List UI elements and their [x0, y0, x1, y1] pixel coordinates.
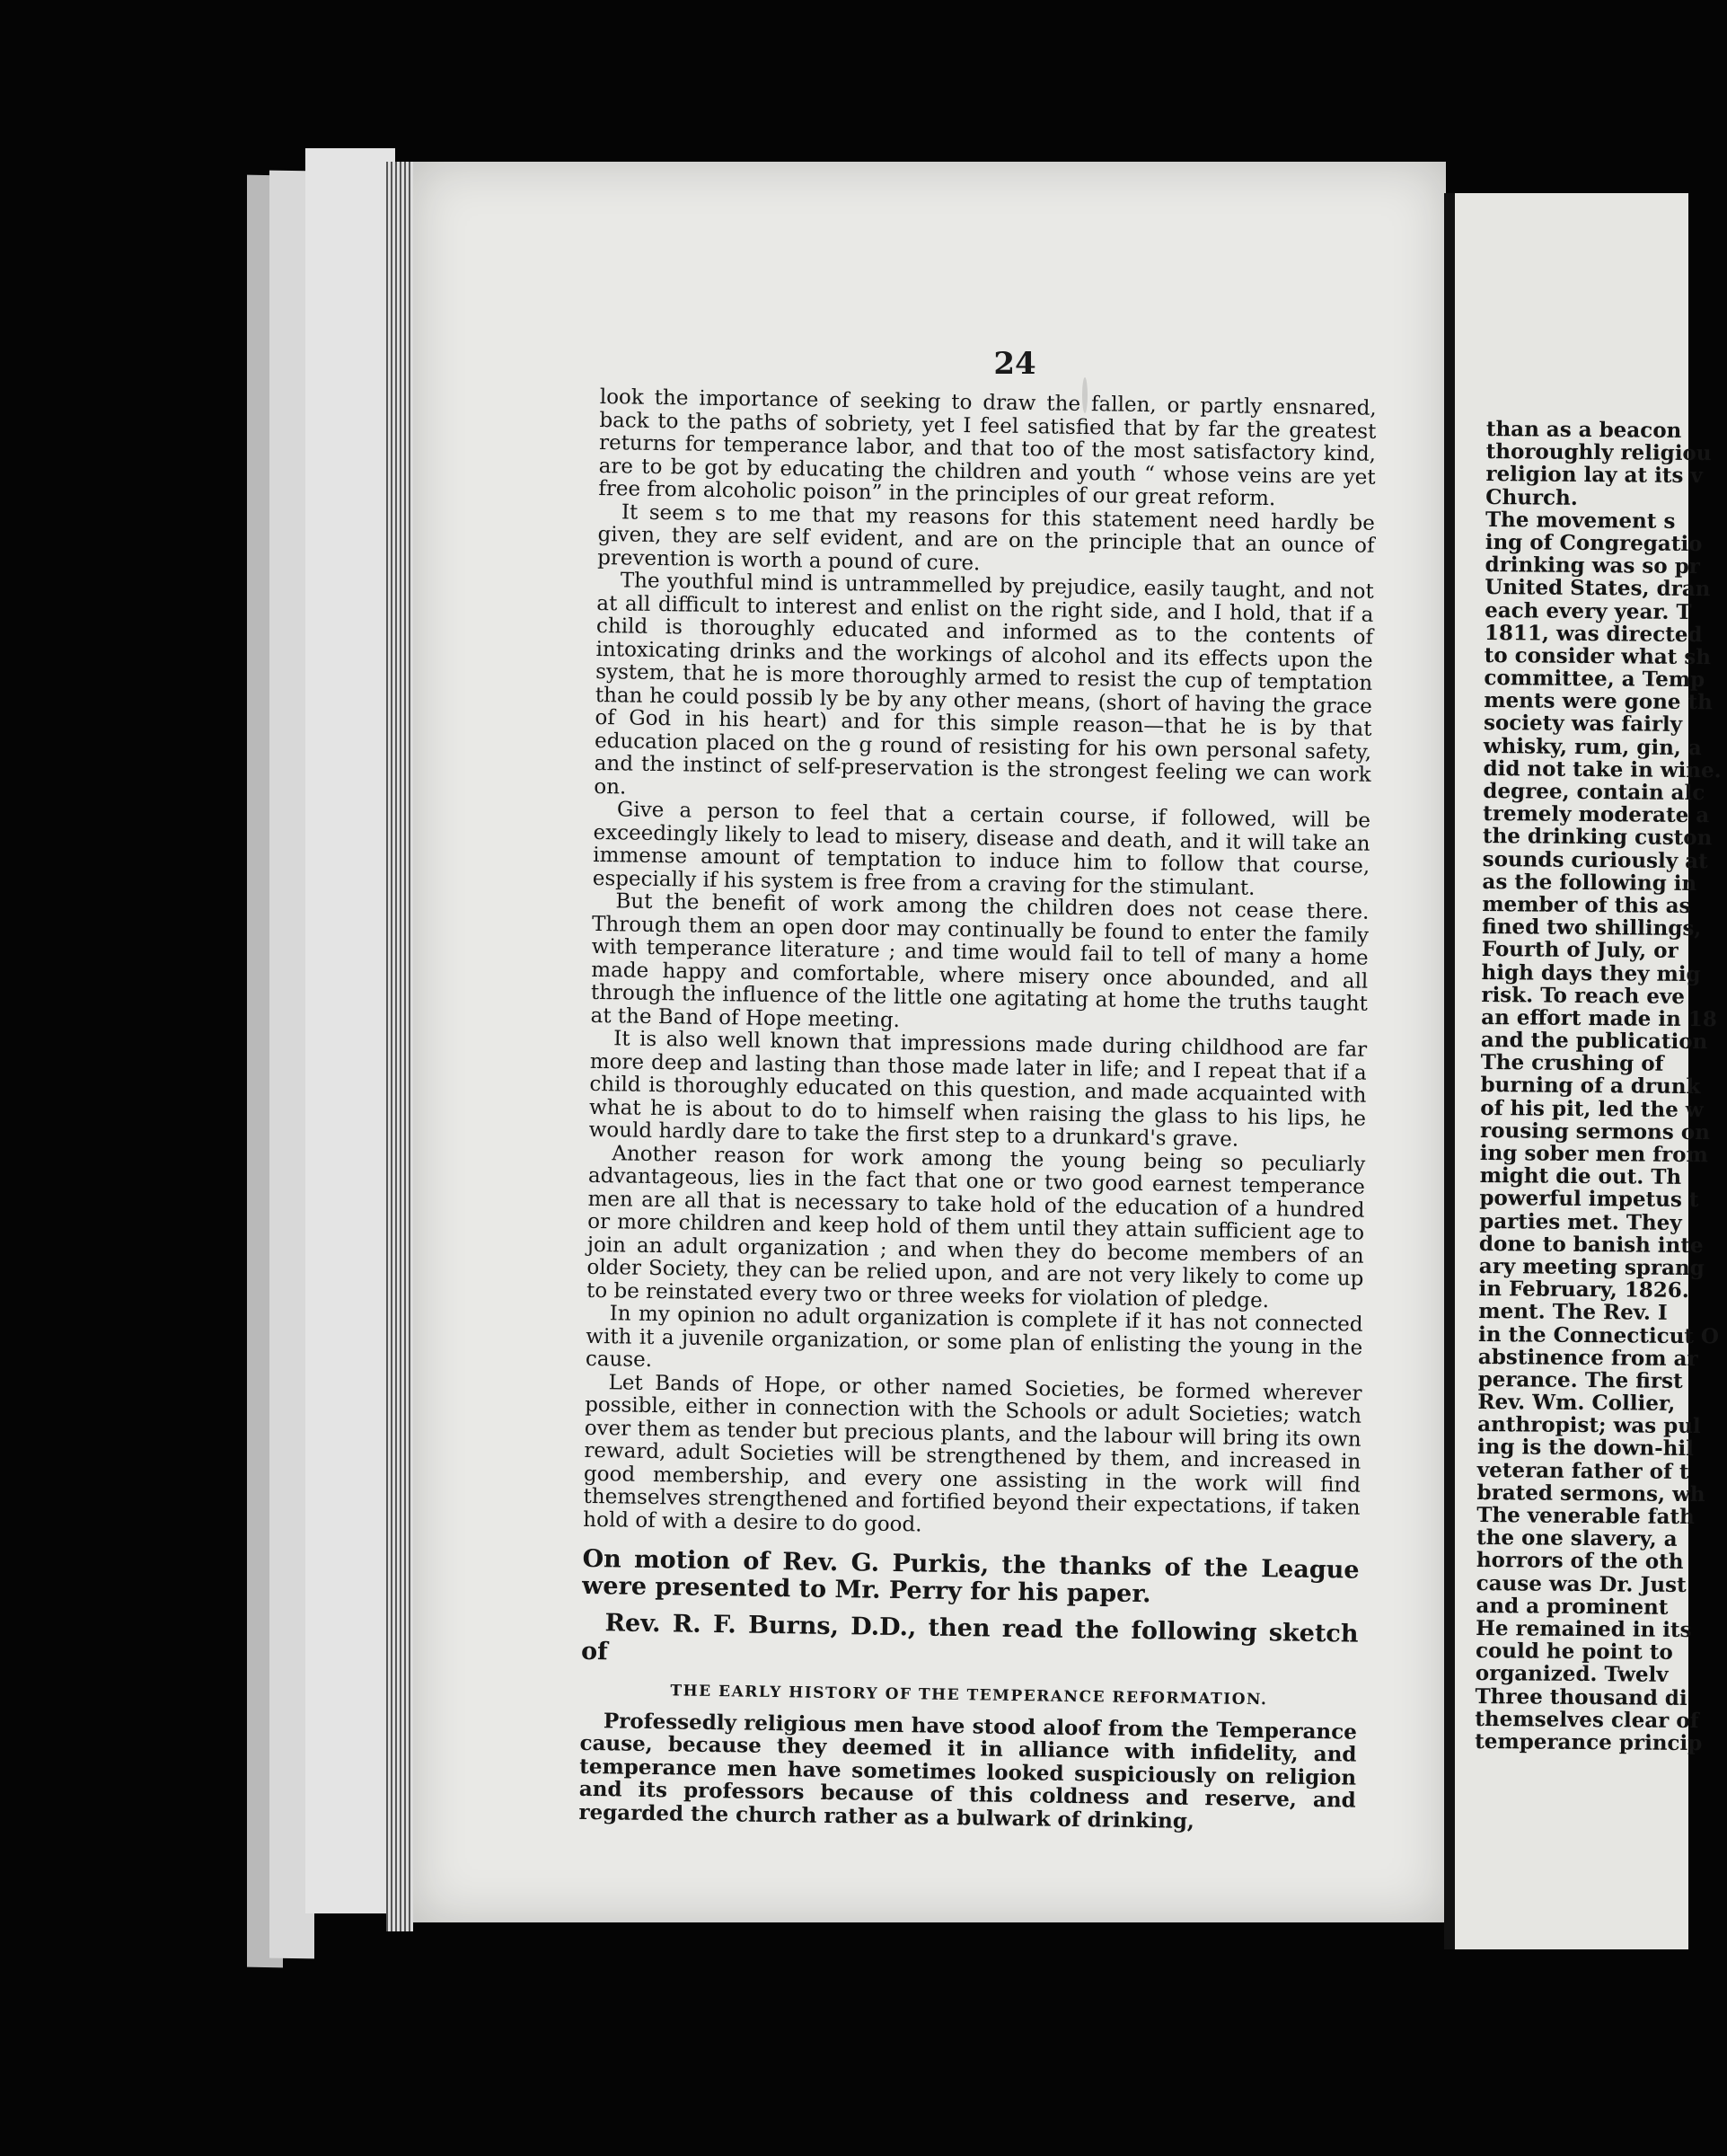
right-page-line: as the following in: [1482, 869, 1697, 896]
paragraph: Give a person to feel that a certain course, if followed, will be exceedingly likely to lead to misery, disease and death, and it will take an immense amount of temptation to induce him to follow that course, especially if his system is free from a craving for the stimulant.: [592, 798, 1371, 900]
right-page-line: each every year. T: [1485, 597, 1692, 624]
right-page-line: anthropist; was pul: [1477, 1412, 1701, 1439]
right-page-line: The venerable fath: [1476, 1502, 1695, 1530]
right-page-line: veteran father of t: [1476, 1457, 1689, 1484]
paragraph: look the importance of seeking to draw the fallen, or partly ensnared, back to the paths of sobriety, yet I feel satisfied that by far the greatest returns for temperance labor, and that too of the most satisfactory kind, are to be got by educating the children and youth “ whose veins are yet free from alcoholic poison” in the principles of our great reform.: [598, 385, 1377, 511]
page-edge-inner: [305, 148, 395, 1913]
right-page-line: could he point to: [1475, 1639, 1673, 1665]
right-page-line: drinking was so pr: [1485, 552, 1700, 579]
right-page-line: tremely moderate a: [1483, 801, 1710, 828]
right-page-line: ary meeting sprang: [1478, 1253, 1705, 1281]
section-heading: THE EARLY HISTORY OF THE TEMPERANCE REFORMATION.: [670, 1682, 1268, 1710]
right-page-text: [1475, 417, 1722, 1756]
right-page-line: burning of a drunk: [1480, 1073, 1701, 1100]
paragraph: But the benefit of work among the children does not cease there. Through them an open door may continually be found to enter the family with temperance literature ; and time would fail to tell of many a home made happy and comfortable, where misery once abounded, and all through the influence of the little one agitating at home the truths taught at the Band of Hope meeting.: [590, 889, 1370, 1032]
paragraph: In my opinion no adult organization is complete if it has not connected with it a juvenile organization, or some plan of enlisting the young in the cause.: [585, 1302, 1363, 1372]
right-page-line: The crushing of: [1480, 1050, 1664, 1077]
right-page-line: parties met. They: [1479, 1208, 1682, 1235]
intro-line: Rev. R. F. Burns, D.D., then read the following sketch of: [580, 1609, 1359, 1666]
right-page-line: United States, dran: [1485, 575, 1711, 602]
right-page-line: committee, a Temp: [1484, 666, 1705, 693]
right-page-line: the drinking custon: [1482, 824, 1713, 851]
right-page-line: thoroughly religiou: [1485, 439, 1712, 466]
paragraph: The youthful mind is untrammelled by prejudice, easily taught, and not at all difficult to interest and enlist on the right side, and I hold, that if a child is thoroughly educated and informed as to the contents of intoxicating drinks and the workings of alcohol and its effects upon the system, that he is more thoroughly armed to resist the cup of temptation than he could possib ly be by any other means, (short of having the grace of God in his heart) and for this simple reason—that he is by that education placed on the g round of resisting for his own personal safety, and the instinct of self-preservation is the strongest feeling we can work on.: [594, 569, 1374, 799]
right-page-line: horrors of the oth: [1476, 1548, 1684, 1575]
right-page-line: of his pit, led the w: [1480, 1095, 1704, 1122]
paragraph: It seem s to me that my reasons for this statement need hardly be given, they are self evident, and are on the principle that an ounce of prevention is worth a pound of cure.: [596, 499, 1376, 575]
right-page-line: ments were gone th: [1484, 688, 1713, 715]
right-page-line: organized. Twelv: [1475, 1661, 1669, 1688]
right-page-line: in February, 1826.: [1478, 1277, 1689, 1303]
right-page-line: to consider what sh: [1484, 642, 1712, 670]
right-page-line: high days they mig: [1481, 959, 1701, 986]
right-page-line: themselves clear of: [1475, 1706, 1699, 1733]
right-page-line: an effort made in 18: [1481, 1004, 1717, 1032]
motion-paragraph: On motion of Rev. G. Purkis, the thanks of the League were presented to Mr. Perry for his paper.: [581, 1544, 1360, 1609]
right-page-line: Fourth of July, or: [1481, 937, 1679, 964]
right-page-line: powerful impetus t: [1479, 1186, 1699, 1213]
right-page-line: cause was Dr. Just: [1476, 1570, 1687, 1597]
right-page-line: ing of Congregatio: [1485, 529, 1703, 557]
right-page-line: the one slavery, a: [1476, 1525, 1678, 1552]
right-page-line: The movement s: [1485, 507, 1676, 534]
main-text-column: [578, 386, 1377, 1835]
right-page-line: abstinence from ar: [1477, 1344, 1698, 1371]
right-page-line: degree, contain alc: [1483, 778, 1705, 806]
book-gutter: [1444, 193, 1455, 1949]
right-page-line: perance. The first: [1477, 1366, 1683, 1393]
right-page-line: whisky, rum, gin, a: [1483, 733, 1702, 760]
right-page-line: temperance princip: [1475, 1728, 1703, 1756]
right-page-line: Rev. Wm. Collier,: [1477, 1390, 1676, 1416]
paragraph: Another reason for work among the young being so peculiarly advantageous, lies in the fact that one or two good earnest temperance men are all that is necessary to take hold of the education of a hundred or more children and keep hold of them until they attain sufficient age to join an adult organization ; and when they do become members of an older Society, they can be relied upon, and are not very likely to come up to be reinstated every two or three weeks for violation of pledge.: [586, 1141, 1366, 1312]
right-page-line: brated sermons, wh: [1476, 1480, 1705, 1507]
right-page-line: society was fairly: [1483, 711, 1683, 738]
paragraph: Let Bands of Hope, or other named Societies, be formed wherever possible, either in connection with the Schools or adult Societies; watch over them as tender but precious plants, and the labour will bring its own reward, adult Societies will be strengthened by them, and increased in good membership, and every one assisting in the work will find themselves strengthened and fortified beyond their expectations, if taken hold of with a desire to do good.: [583, 1370, 1362, 1536]
paragraph: Professedly religious men have stood aloof from the Temperance cause, because they deemed it in alliance with infidelity, and temperance men have sometimes looked suspiciously on religion and its professors because of this coldness and reserve, and regarded the church rather as a bulwark of drinking,: [578, 1708, 1358, 1833]
right-page-line: and the publication: [1480, 1028, 1708, 1055]
right-page-line: Church.: [1485, 484, 1578, 510]
stacked-page-edges: [386, 162, 413, 1931]
right-page-line: rousing sermons on: [1479, 1118, 1710, 1145]
right-page-line: done to banish inte: [1478, 1231, 1704, 1258]
page-number: 24: [993, 346, 1036, 382]
right-page-line: than as a beacon: [1485, 417, 1682, 443]
right-page-line: 1811, was directed: [1484, 620, 1703, 647]
right-page-line: and a prominent: [1476, 1593, 1669, 1620]
right-page-line: did not take in wine.: [1483, 755, 1722, 783]
right-page-line: religion lay at its v: [1485, 462, 1703, 489]
right-page-line: member of this as: [1482, 891, 1691, 918]
right-page-line: Three thousand di: [1475, 1683, 1687, 1710]
right-page-line: He remained in its: [1476, 1615, 1692, 1642]
right-page-line: in the Connecticut O: [1477, 1321, 1720, 1348]
paragraph: It is also well known that impressions made during childhood are far more deep and lasting than those made later in life; and I repeat that if a child is thoroughly educated on this question, and made acquainted with what he is about to do to himself when raising the glass to his lips, he would hardly dare to take the first step to a drunkard's grave.: [588, 1027, 1368, 1152]
right-page-line: risk. To reach eve: [1481, 982, 1686, 1009]
right-page-line: ing is the down-hil: [1476, 1435, 1695, 1462]
right-page-line: fined two shillings,: [1481, 915, 1702, 941]
right-page-line: ment. The Rev. I: [1478, 1299, 1668, 1326]
right-page-line: ing sober men from: [1479, 1140, 1709, 1168]
right-page-line: might die out. Th: [1479, 1163, 1682, 1190]
right-page-line: sounds curiously at: [1482, 846, 1708, 873]
